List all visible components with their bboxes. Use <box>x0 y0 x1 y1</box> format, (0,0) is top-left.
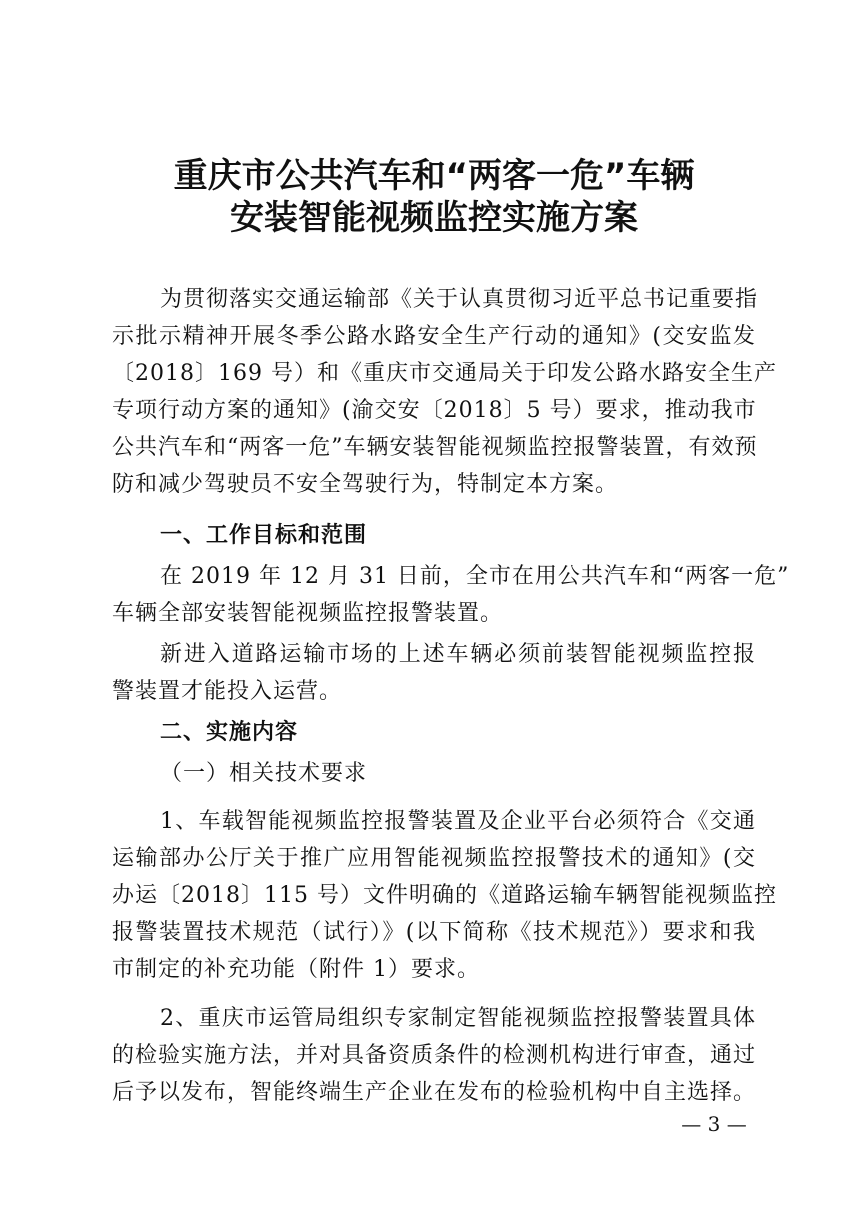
subsection-heading-tech-requirements: （一）相关技术要求 <box>160 761 368 786</box>
section-heading-implementation: 二、实施内容 <box>160 720 299 745</box>
paragraph-item1-line: 办运〔2018〕115 号）文件明确的《道路运输车辆智能视频监控 <box>112 883 777 908</box>
paragraph-item2-line: 后予以发布，智能终端生产企业在发布的检验机构中自主选择。 <box>112 1080 757 1105</box>
paragraph-intro-line: 专项行动方案的通知》(渝交安〔2018〕5 号）要求，推动我市 <box>112 398 757 423</box>
paragraph-item2-line: 2、重庆市运管局组织专家制定智能视频监控报警装置具体 <box>160 1006 756 1031</box>
page-number: — 3 — <box>681 1112 747 1136</box>
document-title-line-1: 重庆市公共汽车和“两客一危”车辆 <box>173 156 695 196</box>
paragraph-goals-line: 在 2019 年 12 月 31 日前，全市在用公共汽车和“两客一危” <box>160 564 790 589</box>
paragraph-new-vehicles-line: 新进入道路运输市场的上述车辆必须前装智能视频监控报 <box>160 642 756 667</box>
document-title-line-2: 安装智能视频监控实施方案 <box>230 198 638 238</box>
paragraph-intro-line: 公共汽车和“两客一危”车辆安装智能视频监控报警装置，有效预 <box>112 435 758 460</box>
section-heading-goals: 一、工作目标和范围 <box>160 523 368 548</box>
paragraph-item1-line: 市制定的补充功能（附件 1）要求。 <box>112 957 480 982</box>
paragraph-intro-line: 为贯彻落实交通运输部《关于认真贯彻习近平总书记重要指 <box>160 287 759 312</box>
paragraph-intro-line: 示批示精神开展冬季公路水路安全生产行动的通知》(交安监发 <box>112 324 756 349</box>
paragraph-item2-line: 的检验实施方法，并对具备资质条件的检测机构进行审查，通过 <box>112 1043 757 1068</box>
paragraph-item1-line: 1、车载智能视频监控报警装置及企业平台必须符合《交通 <box>160 809 756 834</box>
paragraph-item1-line: 报警装置技术规范（试行）》(以下简称《技术规范》）要求和我 <box>112 920 756 945</box>
paragraph-intro-line: 防和减少驾驶员不安全驾驶行为，特制定本方案。 <box>112 472 619 497</box>
paragraph-item1-line: 运输部办公厅关于推广应用智能视频监控报警技术的通知》(交 <box>112 846 756 871</box>
paragraph-intro-line: 〔2018〕169 号）和《重庆市交通局关于印发公路水路安全生产 <box>112 361 777 386</box>
paragraph-goals-line: 车辆全部安装智能视频监控报警装置。 <box>112 601 504 626</box>
paragraph-new-vehicles-line: 警装置才能投入运营。 <box>112 679 343 704</box>
